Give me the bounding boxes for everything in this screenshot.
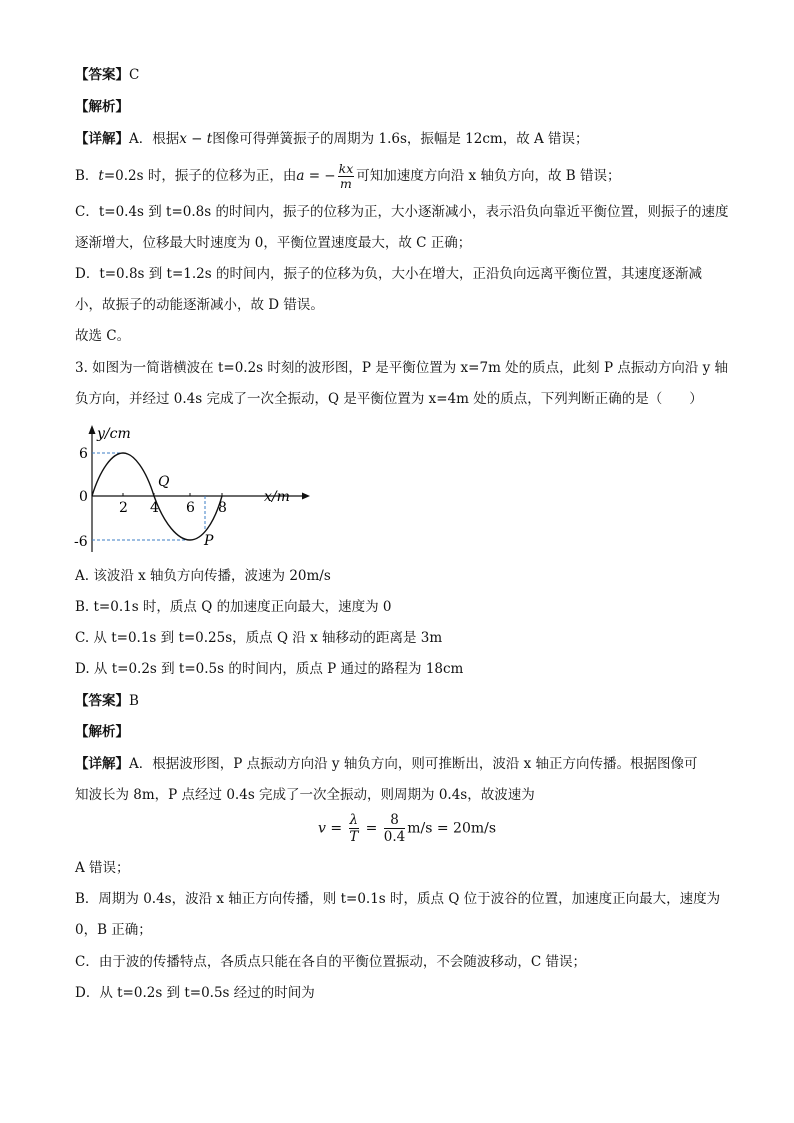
q3-option-c: C. 从 t=0.1s 到 t=0.25s，质点 Q 沿 x 轴移动的距离是 3m: [75, 630, 443, 646]
x-tick-label-2: 2: [119, 500, 128, 516]
point-p-label: P: [204, 533, 214, 549]
q2-line-c1: C．t=0.4s 到 t=0.8s 的时间内，振子的位移为正，大小逐渐减小，表示沿负向靠近平衡位置，则振子的速度: [75, 204, 729, 220]
q3-line-a1-text: A．根据波形图，P 点振动方向沿 y 轴负方向，则可推断出，波沿 x 轴正方向传播。根据图像可: [129, 756, 698, 772]
q2-analysis-tag: 【解析】: [75, 99, 129, 115]
q2-line-b-pre: B．: [75, 168, 99, 184]
q3-line-a1: [75, 755, 698, 773]
eq-tail: m/s = 20m/s: [407, 820, 497, 837]
x-tick-label-4: 4: [150, 500, 159, 516]
eq-lambda: λ: [349, 812, 359, 828]
q2-answer-line: [75, 66, 139, 84]
eq-T: T: [349, 829, 359, 845]
q3-analysis-tag: 【解析】: [75, 724, 129, 740]
detail-tag: 【详解】: [75, 756, 129, 772]
q3-option-a: A. 该波沿 x 轴负方向传播，波速为 20m/s: [75, 568, 331, 584]
q3-a-wrong: A 错误；: [75, 860, 130, 876]
q3-option-b: B. t=0.1s 时，质点 Q 的加速度正向最大，速度为 0: [75, 599, 392, 615]
q2-xt-symbol: x − t: [179, 131, 213, 147]
y-axis-label: y/cm: [97, 426, 131, 442]
x-axis-arrow-icon: [302, 493, 310, 500]
answer-value: C: [129, 67, 140, 83]
q2-line-a: [75, 130, 589, 148]
wave-speed-equation: [318, 812, 496, 845]
y-axis-arrow-icon: [89, 425, 96, 434]
q2-t-symbol: t: [98, 168, 104, 184]
y-tick-label-0: 0: [79, 489, 88, 505]
q3-stem-2: 负方向，并经过 0.4s 完成了一次全振动，Q 是平衡位置为 x=4m 处的质点，下列判断正确的是（ ）: [75, 391, 703, 407]
y-tick-label-6: 6: [79, 446, 88, 462]
q2-a-symbol: a = −: [296, 168, 336, 184]
eq-8: 8: [384, 812, 405, 829]
q3-stem-1: 3. 如图为一简谐横波在 t=0.2s 时刻的波形图，P 是平衡位置为 x=7m 处的质点，此刻 P 点振动方向沿 y 轴: [75, 360, 729, 376]
eq-fraction-numbers: [384, 812, 405, 845]
q3-line-b1: B．周期为 0.4s，波沿 x 轴正方向传播，则 t=0.1s 时，质点 Q 位于波谷的位置，加速度正向最大，速度为: [75, 891, 721, 907]
q3-line-a2: 知波长为 8m，P 点经过 0.4s 完成了一次全振动，则周期为 0.4s，故波速为: [75, 787, 535, 803]
q2-line-b-post: 可知加速度方向沿 x 轴负方向，故 B 错误；: [356, 168, 621, 184]
x-tick-label-6: 6: [186, 500, 195, 516]
q2-line-d2: 小，故振子的动能逐渐减小，故 D 错误。: [75, 297, 324, 313]
q2-line-a-post: 图像可得弹簧振子的周期为 1.6s，振幅是 12cm，故 A 错误；: [212, 131, 589, 147]
answer-tag: 【答案】: [75, 67, 129, 83]
eq-equals: =: [365, 820, 378, 837]
fraction-numerator: kx: [338, 161, 354, 176]
q2-line-c2: 逐渐增大，位移最大时速度为 0，平衡位置速度最大，故 C 正确；: [75, 235, 472, 251]
q3-line-c: C．由于波的传播特点，各质点只能在各自的平衡位置振动，不会随波移动，C 错误；: [75, 954, 586, 970]
point-q-label: Q: [158, 474, 170, 490]
q2-line-d1: D．t=0.8s 到 t=1.2s 的时间内，振子的位移为负，大小在增大，正沿负向远离平衡位置，其速度逐渐减: [75, 266, 702, 282]
answer-value: B: [129, 693, 139, 709]
eq-fraction-lambda-t: [349, 812, 360, 845]
fraction-denominator: m: [340, 176, 352, 191]
q3-answer-line: [75, 692, 139, 710]
q2-line-a-pre: A．根据: [129, 131, 180, 147]
wave-figure: [74, 420, 314, 555]
q2-line-b: [75, 160, 620, 192]
q2-line-b-mid: =0.2s 时，振子的位移为正，由: [103, 168, 297, 184]
detail-tag: 【详解】: [75, 131, 129, 147]
q3-line-b2: 0，B 正确；: [75, 922, 152, 938]
x-axis-label: x/m: [264, 489, 290, 505]
eq-04: 0.4: [383, 829, 406, 845]
answer-tag: 【答案】: [75, 693, 129, 709]
eq-v: v =: [318, 820, 343, 837]
x-tick-label-8: 8: [218, 500, 227, 516]
q2-fraction: [338, 162, 355, 191]
q2-choose: 故选 C。: [75, 328, 131, 344]
q3-option-d: D. 从 t=0.2s 到 t=0.5s 的时间内，质点 P 通过的路程为 18cm: [75, 661, 464, 677]
q3-line-d: D．从 t=0.2s 到 t=0.5s 经过的时间为: [75, 985, 315, 1001]
y-tick-label-neg6: -6: [74, 534, 88, 550]
